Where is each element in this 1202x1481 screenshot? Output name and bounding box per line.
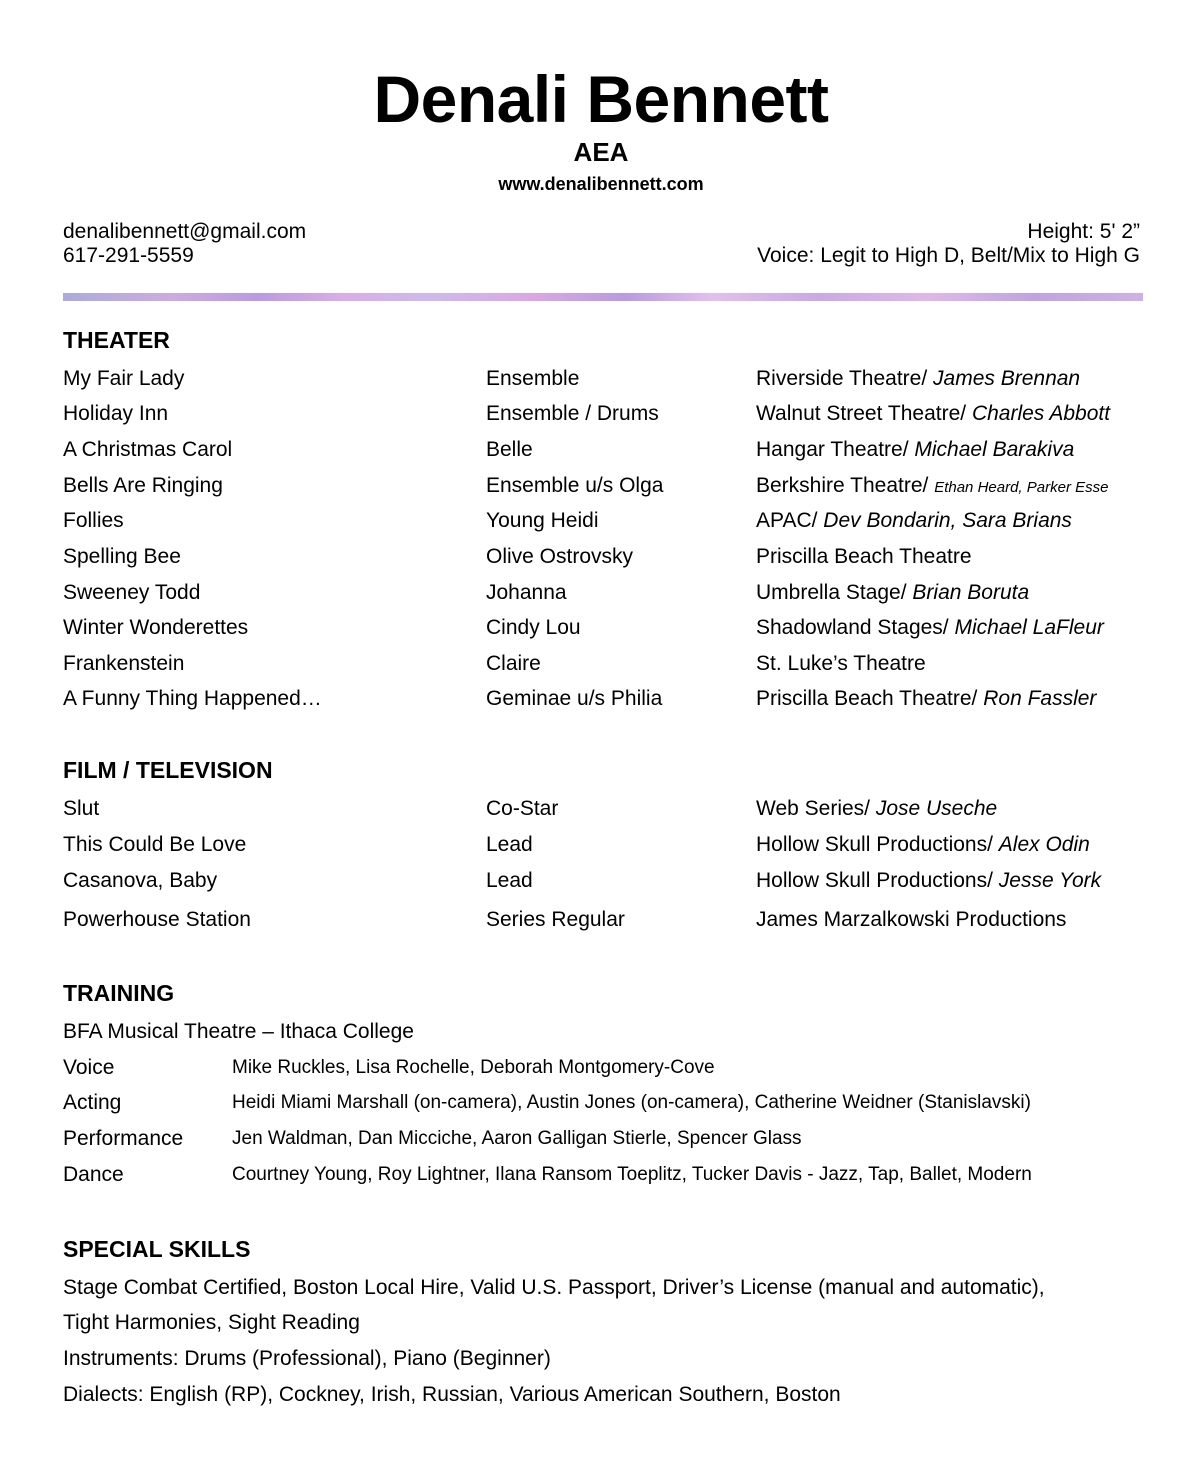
skills-line: Tight Harmonies, Sight Reading <box>63 1311 360 1334</box>
show-title: Sweeney Todd <box>63 581 201 604</box>
show-title: This Could Be Love <box>63 833 247 856</box>
show-title: Holiday Inn <box>63 402 169 425</box>
role: Young Heidi <box>486 509 599 532</box>
venue: Shadowland Stages/ <box>756 616 955 639</box>
venue-credit <box>756 544 972 570</box>
role: Geminae u/s Philia <box>486 687 663 710</box>
venue-credit <box>756 437 1074 463</box>
venue: James Marzalkowski Productions <box>756 908 1067 931</box>
show-title: Spelling Bee <box>63 545 181 568</box>
director: Alex Odin <box>998 833 1090 856</box>
venue-credit <box>756 401 1110 427</box>
venue-credit <box>756 651 926 677</box>
show-title: My Fair Lady <box>63 367 185 390</box>
director: James Brennan <box>933 367 1081 390</box>
training-teachers: Courtney Young, Roy Lightner, Ilana Ransom Toeplitz, Tucker Davis - Jazz, Tap, Ballet, Modern <box>232 1164 1032 1185</box>
show-title: Slut <box>63 797 100 820</box>
role: Lead <box>486 833 533 856</box>
section-title-skills: SPECIAL SKILLS <box>63 1236 251 1262</box>
venue: Riverside Theatre/ <box>756 367 934 390</box>
venue: Hollow Skull Productions/ <box>756 833 999 856</box>
show-title: Winter Wonderettes <box>63 616 249 639</box>
show-title: A Christmas Carol <box>63 438 233 461</box>
role: Johanna <box>486 581 567 604</box>
section-title-film: FILM / TELEVISION <box>63 757 273 783</box>
director: Ron Fassler <box>983 687 1097 710</box>
voice-range: Voice: Legit to High D, Belt/Mix to High G <box>757 244 1140 267</box>
venue-credit <box>756 796 997 822</box>
venue: Web Series/ <box>756 797 876 820</box>
skills-line: Dialects: English (RP), Cockney, Irish, Russian, Various American Southern, Boston <box>63 1383 841 1406</box>
show-title: A Funny Thing Happened… <box>63 687 322 710</box>
venue: Hangar Theatre/ <box>756 438 915 461</box>
role: Claire <box>486 652 541 675</box>
show-title: Bells Are Ringing <box>63 474 223 497</box>
role: Ensemble <box>486 367 580 390</box>
resume-name: Denali Bennett <box>373 62 829 136</box>
director: Dev Bondarin, Sara Brians <box>823 509 1072 532</box>
training-teachers: Heidi Miami Marshall (on-camera), Austin Jones (on-camera), Catherine Weidner (Stanislavski) <box>232 1092 1031 1113</box>
venue-credit <box>756 580 1029 606</box>
section-title-training: TRAINING <box>63 980 175 1006</box>
venue-credit <box>756 868 1101 894</box>
role: Lead <box>486 869 533 892</box>
show-title: Casanova, Baby <box>63 869 218 892</box>
venue-credit <box>756 473 1108 501</box>
venue-credit <box>756 366 1080 392</box>
show-title: Frankenstein <box>63 652 185 675</box>
role: Ensemble u/s Olga <box>486 474 664 497</box>
role: Co-Star <box>486 797 559 820</box>
skills-line: Stage Combat Certified, Boston Local Hire, Valid U.S. Passport, Driver’s License (manual and automatic), <box>63 1276 1045 1299</box>
director: Jesse York <box>998 869 1102 892</box>
email-address[interactable]: denalibennett@gmail.com <box>63 220 307 243</box>
role: Cindy Lou <box>486 616 581 639</box>
phone-number: 617-291-5559 <box>63 244 194 267</box>
venue-credit <box>756 832 1090 858</box>
training-label: Performance <box>63 1127 184 1150</box>
header-divider <box>63 293 1143 301</box>
show-title: Powerhouse Station <box>63 908 251 931</box>
director: Charles Abbott <box>971 402 1111 425</box>
show-title: Follies <box>63 509 124 532</box>
role: Ensemble / Drums <box>486 402 659 425</box>
height-info: Height: 5' 2” <box>1027 220 1140 243</box>
venue: Priscilla Beach Theatre/ <box>756 687 984 710</box>
training-label: Acting <box>63 1091 122 1114</box>
director: Michael LaFleur <box>954 616 1104 639</box>
venue-credit <box>756 907 1066 933</box>
degree: BFA Musical Theatre – Ithaca College <box>63 1020 414 1043</box>
venue-credit <box>756 508 1072 534</box>
venue: Berkshire Theatre/ <box>756 474 935 497</box>
venue: St. Luke’s Theatre <box>756 652 926 675</box>
venue: APAC/ <box>756 509 824 532</box>
director: Ethan Heard, Parker Esse <box>934 479 1109 496</box>
venue-credit <box>756 686 1096 712</box>
union-affiliation: AEA <box>573 137 629 167</box>
training-label: Voice <box>63 1056 115 1079</box>
role: Series Regular <box>486 908 625 931</box>
training-label: Dance <box>63 1163 124 1186</box>
director: Brian Boruta <box>912 581 1030 604</box>
venue: Hollow Skull Productions/ <box>756 869 999 892</box>
training-teachers: Jen Waldman, Dan Micciche, Aaron Galligan Stierle, Spencer Glass <box>232 1128 802 1149</box>
venue: Walnut Street Theatre/ <box>756 402 972 425</box>
director: Michael Barakiva <box>914 438 1075 461</box>
venue-credit <box>756 615 1104 641</box>
section-title-theater: THEATER <box>63 327 170 353</box>
training-teachers: Mike Ruckles, Lisa Rochelle, Deborah Montgomery-Cove <box>232 1057 715 1078</box>
director: Jose Useche <box>875 797 998 820</box>
venue: Priscilla Beach Theatre <box>756 545 972 568</box>
website-link[interactable]: www.denalibennett.com <box>498 174 704 194</box>
skills-line: Instruments: Drums (Professional), Piano (Beginner) <box>63 1347 551 1370</box>
role: Olive Ostrovsky <box>486 545 634 568</box>
role: Belle <box>486 438 533 461</box>
venue: Umbrella Stage/ <box>756 581 913 604</box>
